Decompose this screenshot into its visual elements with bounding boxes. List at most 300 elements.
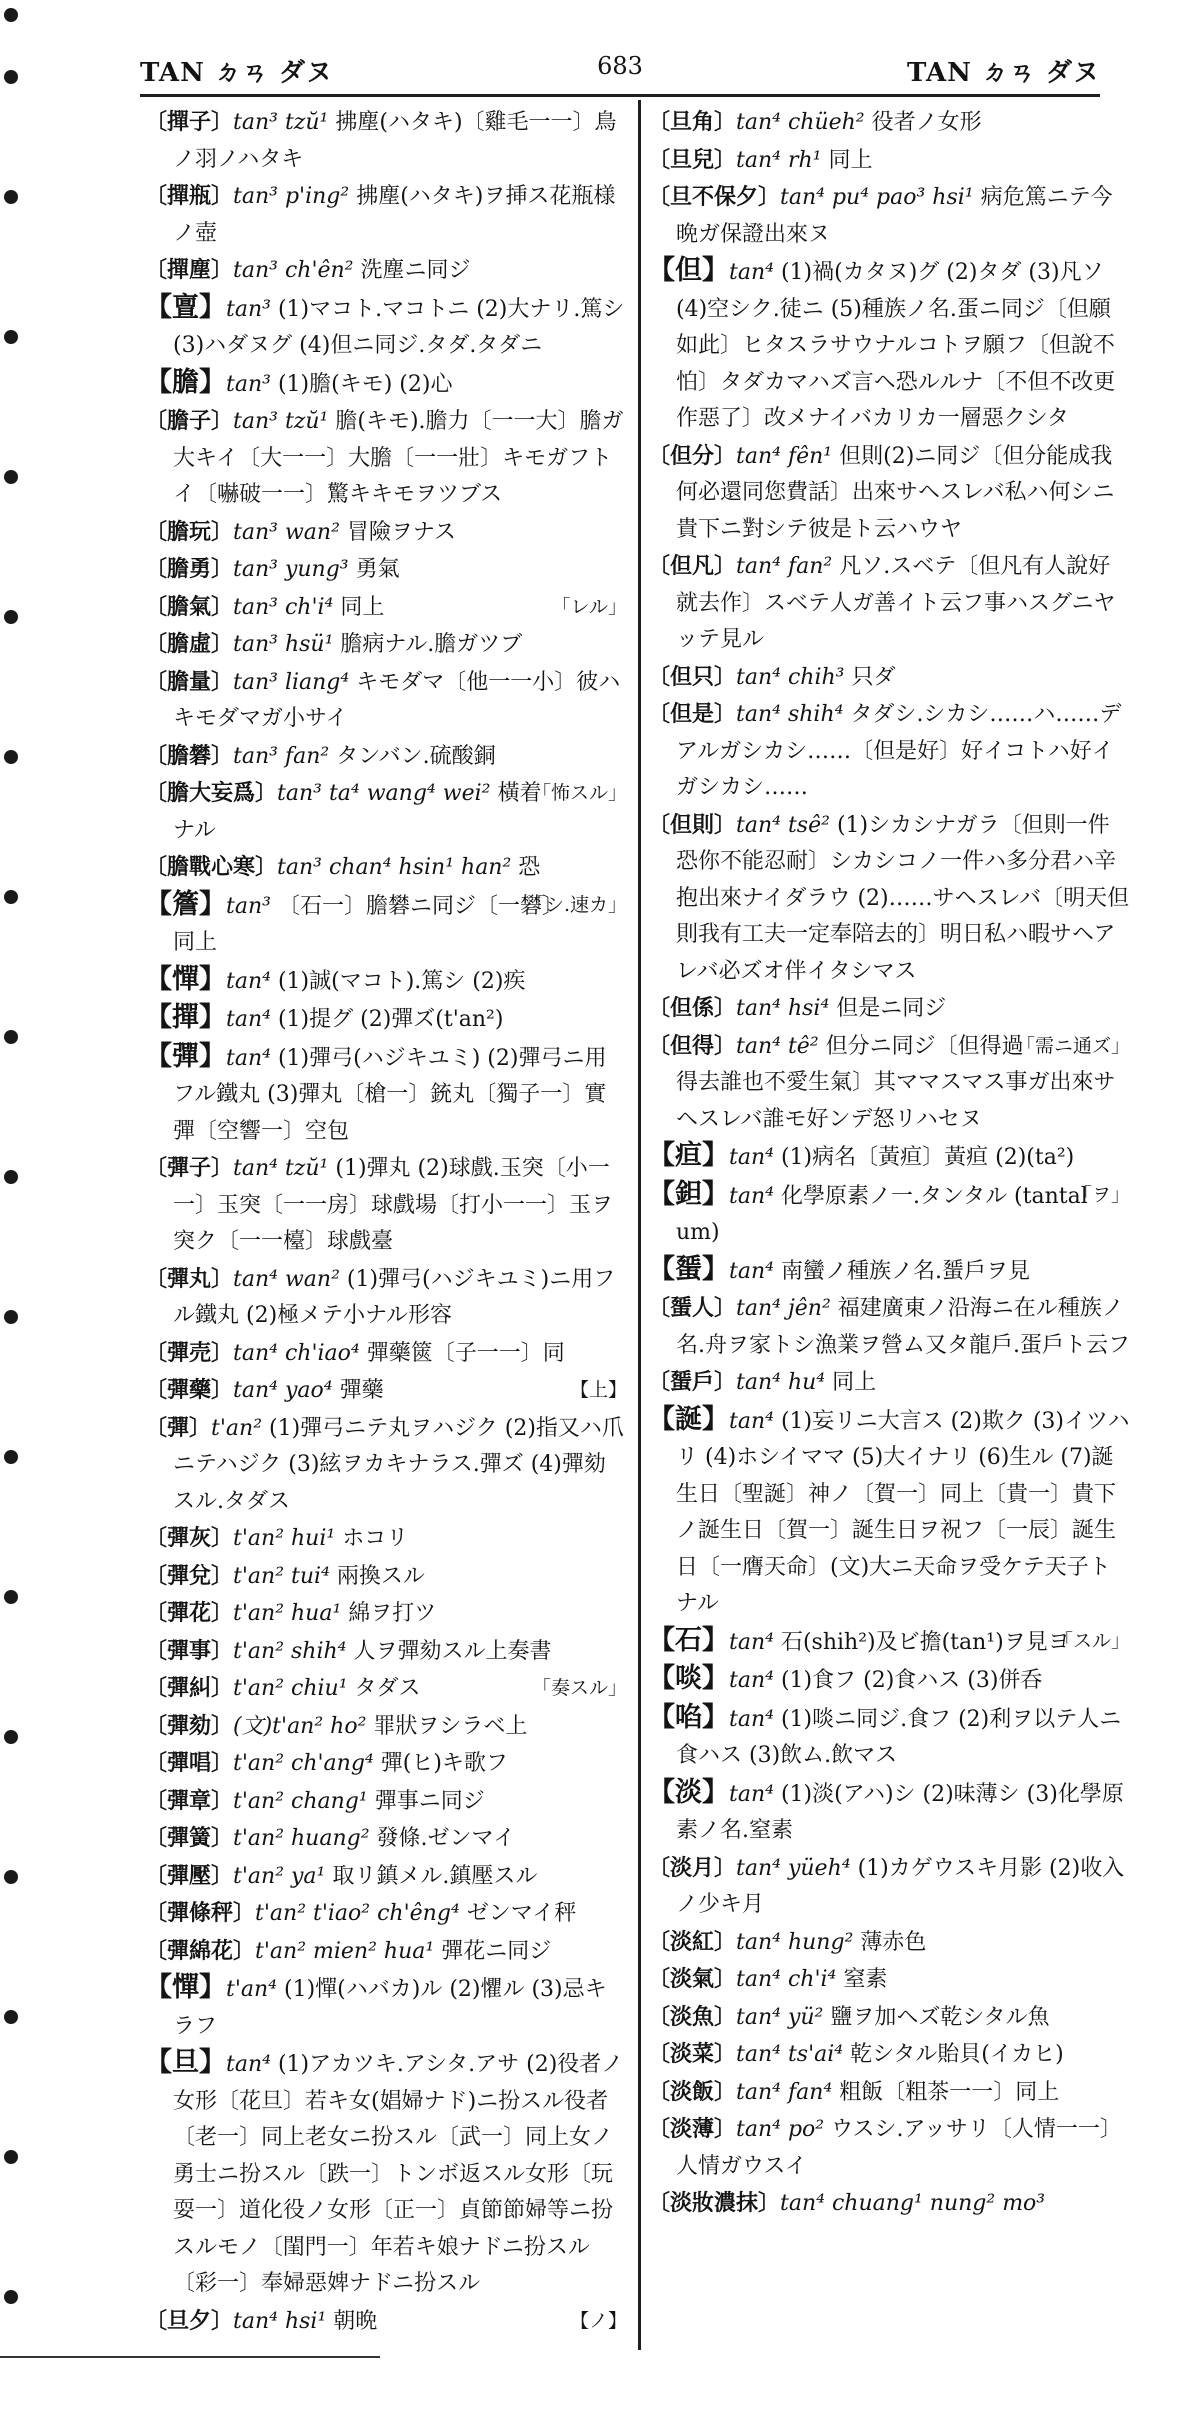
entry-reading: tan⁴ ch'i⁴ [736, 1967, 837, 1992]
dictionary-entry [145, 589, 627, 627]
dictionary-entry [648, 2074, 1130, 2112]
punch-hole [4, 190, 18, 204]
entry-headword: 〔彈劾〕 [145, 1712, 234, 1739]
dictionary-entry [145, 1558, 627, 1596]
entry-headword: 【撣】 [145, 1002, 226, 1033]
entry-headword: 〔膽虛〕 [145, 631, 234, 657]
entry-definition: 粗飯〔粗茶一一〕同上 [839, 2079, 1060, 2105]
entry-reading: tan⁴ hung² [736, 1929, 854, 1955]
entry-reading: t'an² hui¹ [233, 1526, 336, 1551]
entry-reading: tan⁴ yao⁴ [233, 1378, 333, 1403]
dictionary-entry [648, 2036, 1130, 2074]
entry-definition: 但分ニ同ジ〔但得過得去誰也不愛生氣〕其ママスマス事ガ出來サヘスレバ誰モ好ンデ怒リハセヌ [676, 1033, 1116, 1132]
entry-definition: ホコリ [342, 1526, 409, 1551]
punch-hole [4, 1170, 18, 1184]
entry-reading: tan⁴ chüeh² [736, 110, 865, 135]
entry-reading: tan³ [226, 893, 271, 919]
dictionary-entry [648, 1138, 1130, 1177]
dictionary-entry [648, 253, 1130, 438]
entry-reading: tan³ ch'ên² [233, 258, 354, 283]
entry-headword: 〔彈條秤〕 [145, 1900, 256, 1926]
entry-headword: 〔但是〕 [648, 701, 737, 727]
entry-reading: tan⁴ tzŭ¹ [233, 1156, 329, 1181]
entry-reading: tan⁴ po² [736, 2117, 825, 2142]
entry-definition: キモダマ〔他一一小〕彼ハキモダマガ小サイ [173, 669, 621, 731]
dictionary-entry [648, 1961, 1130, 1999]
entry-definition: (1)彈弓(ハジキユミ)ニ用フル鐵丸 (2)極メテ小ナル形容 [173, 1266, 616, 1328]
entry-headword: 〔膽勇〕 [145, 556, 234, 582]
entry-headword: 〔彈兌〕 [145, 1562, 234, 1589]
entry-definition: 化學原素ノ一.タンタル (tantalum) [676, 1183, 1088, 1245]
entry-reading: tan⁴ [226, 2052, 271, 2077]
entry-reading: tan³ tzŭ¹ [233, 110, 329, 135]
entry-reading: tan⁴ [729, 1668, 774, 1693]
entry-reading: t'an² ch'ang⁴ [233, 1751, 374, 1776]
entry-reading: tan³ liang⁴ [233, 669, 350, 695]
entry-headword: 〔膽氣〕 [145, 593, 234, 620]
right-column [648, 104, 1130, 2223]
entry-reading: t'an⁴ [226, 1977, 277, 2002]
punch-hole [4, 610, 18, 624]
dictionary-entry [145, 1039, 627, 1151]
dictionary-entry [648, 548, 1130, 659]
entry-headword: 【淡】 [648, 1776, 729, 1808]
punch-hole [4, 890, 18, 904]
dictionary-entry [648, 1623, 1130, 1662]
entry-headword: 〔旦兒〕 [648, 146, 737, 173]
entry-headword: 【亶】 [145, 291, 226, 323]
dictionary-entry [648, 1290, 1130, 1364]
dictionary-entry [648, 142, 1130, 180]
dictionary-entry [145, 1000, 627, 1039]
entry-definition: 朝晩 [333, 2308, 378, 2334]
entry-reading: tan⁴ jên² [736, 1296, 831, 1321]
dictionary-entry [145, 252, 627, 290]
entry-continuation-note: 「スル」 [1053, 1629, 1130, 1652]
entry-definition: 乾シタル貽貝(イカヒ) [850, 2042, 1064, 2067]
entry-definition: 薄赤色 [860, 1929, 927, 1955]
dictionary-entry [145, 887, 627, 962]
dictionary-entry [145, 551, 627, 589]
entry-reading: (文)t'an² ho² [233, 1713, 367, 1739]
dictionary-entry [145, 849, 627, 887]
entry-headword: 〔彈簧〕 [145, 1825, 234, 1851]
entry-headword: 〔蜑人〕 [648, 1295, 737, 1321]
entry-reading: tan⁴ wan² [233, 1266, 340, 1292]
dictionary-entry [145, 1261, 627, 1335]
entry-reading: tan⁴ [729, 1145, 774, 1170]
entry-definition: (1)彈丸 (2)球戲.玉突〔小一一〕玉突〔一一房〕球戲場〔打小一一〕玉ヲ突ク〔一一檯〕球戲臺 [173, 1156, 614, 1254]
entry-headword: 〔淡氣〕 [648, 1966, 737, 1992]
entry-reading: t'an² tui⁴ [233, 1563, 330, 1589]
entry-reading: tan⁴ [729, 1781, 774, 1807]
entry-definition: (1)啖ニ同ジ.食フ (2)利ヲ以テ人ニ食ハス (3)飲ム.飲マス [676, 1706, 1122, 1768]
entry-headword: 【旦】 [145, 2047, 226, 2078]
entry-definition: 彈花ニ同ジ [441, 1938, 552, 1964]
entry-headword: 〔淡菜〕 [648, 2041, 737, 2067]
entry-headword: 〔彈章〕 [145, 1787, 234, 1814]
punch-hole [4, 1730, 18, 1744]
entry-reading: tan⁴ [729, 260, 774, 285]
entry-reading: t'an² huang² [233, 1826, 370, 1851]
entry-headword: 〔旦角〕 [648, 109, 737, 135]
entry-definition: 洗塵ニ同ジ [360, 258, 471, 283]
dictionary-entry [145, 775, 627, 849]
entry-reading: tan⁴ pu⁴ pao³ hsi¹ [780, 185, 974, 210]
entry-headword: 【鉭】 [648, 1178, 729, 1210]
dictionary-entry [145, 1820, 627, 1858]
entry-definition: (1)シカシナガラ〔但則一件恐你不能忍耐〕シカシコノ一件ハ多分君ハ辛抱出來ナイダラウ (2)……サヘスレバ〔明天但則我有工夫一定奉陪去的〕明日私ハ暇サヘアレバ必ズオ伴イタシマス [676, 812, 1130, 984]
entry-definition: (1)マコト.マコトニ (2)大ナリ.篤シ (3)ハダヌグ (4)但ニ同ジ.タダ.タダニ [173, 296, 625, 358]
punch-hole [4, 1310, 18, 1324]
entry-definition: ゼンマイ秤 [466, 1901, 577, 1926]
entry-reading: tan⁴ hu⁴ [736, 1370, 826, 1395]
entry-reading: tan⁴ [226, 1007, 271, 1032]
entry-definition: (1)淡(アハ)シ (2)味薄シ (3)化學原素ノ名.窒素 [676, 1781, 1124, 1843]
entry-definition: (1)彈弓(ハジキユミ) (2)彈弓ニ用フル鐵丸 (3)彈丸〔槍一〕銃丸〔獨子一〕實彈〔空響一〕空包 [173, 1045, 607, 1144]
entry-headword: 〔撣子〕 [145, 109, 234, 135]
entry-headword: 【蜑】 [648, 1253, 729, 1285]
entry-headword: 〔旦不保夕〕 [648, 184, 781, 210]
footer-rule [0, 2356, 380, 2364]
dictionary-entry [648, 1252, 1130, 1291]
dictionary-entry [145, 178, 627, 252]
entry-headword: 【簷】 [145, 888, 226, 920]
entry-headword: 【啗】 [648, 1701, 729, 1733]
entry-headword: 〔淡飯〕 [648, 2078, 737, 2105]
entry-definition: 膽病ナル.膽ガツブ [340, 632, 523, 657]
dictionary-entry [145, 1708, 627, 1746]
entry-definition: 彈藥 [339, 1378, 384, 1403]
dictionary-entry [648, 1364, 1130, 1402]
dictionary-entry [145, 1858, 627, 1896]
entry-definition: 但是ニ同ジ [836, 996, 947, 1021]
entry-definition: 彈(ヒ)キ歌フ [380, 1751, 508, 1776]
entry-reading: tan⁴ tsê² [736, 812, 830, 838]
punch-hole [4, 8, 18, 22]
entry-definition: 綿ヲ打ツ [348, 1601, 437, 1626]
entry-definition: ウスシ.アッサリ〔人情一一〕人情ガウスイ [676, 2117, 1122, 2179]
entry-headword: 〔膽大妄爲〕 [145, 780, 278, 806]
entry-reading: t'an² t'iao² ch'êng⁴ [255, 1901, 460, 1926]
entry-reading: tan⁴ [729, 1629, 774, 1655]
entry-reading: tan³ yung³ [233, 557, 349, 582]
dictionary-entry [648, 2111, 1130, 2185]
punch-hole [4, 1590, 18, 1604]
entry-headword: 【啖】 [648, 1663, 729, 1694]
entry-reading: tan³ [226, 371, 271, 397]
entry-headword: 〔彈灰〕 [145, 1525, 234, 1551]
dictionary-entry [648, 659, 1130, 697]
entry-definition: 南蠻ノ種族ノ名.蜑戶ヲ見 [780, 1258, 1030, 1284]
punch-hole [4, 1030, 18, 1044]
punch-hole [4, 2290, 18, 2304]
entry-continuation-note: 「レル」 [551, 595, 627, 618]
entry-headword: 〔蜑戶〕 [648, 1369, 737, 1395]
entry-reading: tan⁴ fan⁴ [736, 2079, 833, 2105]
punch-hole [4, 70, 18, 84]
column-divider [638, 100, 641, 2350]
dictionary-entry [145, 2303, 627, 2341]
entry-reading: tan³ fan² [233, 743, 330, 769]
left-column [145, 104, 627, 2340]
entry-headword: 〔淡妝濃抹〕 [648, 2190, 781, 2216]
entry-continuation-note: 「ヲ」 [1072, 1183, 1130, 1206]
entry-definition: 凡ソ.スベテ〔但凡有人說好就去作〕スベテ人ガ善イト云フ事ハスグニヤッテ見ル [676, 554, 1116, 652]
entry-reading: tan⁴ [226, 1045, 271, 1071]
entry-headword: 〔膽子〕 [145, 408, 234, 434]
entry-headword: 【彈】 [145, 1040, 226, 1072]
dictionary-entry [145, 1520, 627, 1558]
dictionary-entry [145, 1745, 627, 1783]
dictionary-entry [145, 2045, 627, 2303]
entry-headword: 〔彈糾〕 [145, 1675, 234, 1701]
entry-definition: 膽(キモ).膽力〔一一大〕膽ガ大キイ〔大一一〕大膽〔一一壯〕キモガフトイ〔嚇破一一〕驚キキモヲツブス [173, 409, 624, 507]
entry-headword: 〔彈事〕 [145, 1637, 234, 1664]
entry-reading: tan⁴ chuang¹ nung² mo³ [780, 2191, 1046, 2216]
entry-headword: 【誕】 [648, 1403, 729, 1435]
entry-headword: 〔膽玩〕 [145, 518, 234, 545]
entry-definition: 但則(2)ニ同ジ〔但分能成我何必還同您費話〕出來サヘスレバ私ハ何シニ貴下ニ對シテ彼是ト云ハウヤ [676, 443, 1115, 542]
entry-definition: 罪狀ヲシラベ上 [373, 1713, 528, 1739]
entry-reading: tan³ [226, 296, 271, 322]
entry-headword: 〔彈子〕 [145, 1155, 234, 1181]
entry-headword: 〔彈壓〕 [145, 1862, 234, 1889]
entry-headword: 【憚】 [145, 1972, 226, 2003]
entry-definition: (1)妄リニ大言ス (2)欺ク (3)イツハリ (4)ホシイママ (5)大イナリ (6)生ル (7)誕生日〔聖誕〕神ノ〔賀一〕同上〔貴一〕貴下ノ誕生日〔賀一〕誕生日ヲ祝フ〔一辰〕誕生日〔一膺天命〕(文)大ニ天命ヲ受ケテ天子トナル [676, 1408, 1130, 1616]
page-number: 683 [597, 52, 643, 80]
entry-headword: 〔但係〕 [648, 995, 737, 1021]
dictionary-entry [145, 1970, 627, 2045]
entry-definition: タダス [354, 1676, 421, 1701]
dictionary-entry [648, 990, 1130, 1028]
dictionary-entry [145, 104, 627, 178]
entry-headword: 【憚】 [145, 963, 226, 995]
dictionary-entry [648, 179, 1130, 253]
entry-definition: 冒險ヲナス [346, 519, 457, 545]
entry-reading: tan⁴ [729, 1408, 774, 1434]
entry-continuation-note: 【ノ】 [569, 2309, 627, 2332]
dictionary-entry [145, 1372, 627, 1410]
entry-definition: 同上 [832, 1370, 877, 1395]
dictionary-entry [145, 514, 627, 552]
dictionary-entry [145, 1633, 627, 1671]
entry-definition: 拂塵(ハタキ)ヲ挿ス花瓶様ノ壺 [173, 184, 616, 246]
entry-reading: t'an² chiu¹ [233, 1676, 348, 1701]
dictionary-entry [648, 2185, 1130, 2223]
entry-definition: (1)病名〔黃疸〕黃疸 (2)(ta²) [780, 1145, 1075, 1170]
entry-reading: tan⁴ [729, 1258, 774, 1284]
dictionary-entry [145, 1150, 627, 1261]
dictionary-entry [145, 403, 627, 514]
entry-definition: タダシ.シカシ……ハ……デアルガシカシ……〔但是好〕好イコトハ好イガシカシ…… [676, 702, 1122, 800]
entry-definition: 〔石一〕膽礬ニ同ジ〔一礬〕同上 [173, 893, 553, 955]
punch-hole [4, 2010, 18, 2024]
entry-headword: 〔淡月〕 [648, 1854, 737, 1881]
entry-reading: tan⁴ tê² [736, 1033, 819, 1059]
entry-headword: 〔但得〕 [648, 1032, 737, 1059]
entry-headword: 〔彈花〕 [145, 1600, 234, 1626]
entry-headword: 〔彈藥〕 [145, 1377, 234, 1403]
entry-headword: 〔撣瓶〕 [145, 183, 234, 209]
entry-definition: (1)アカツキ.アシタ.アサ (2)役者ノ女形〔花旦〕若キ女(娼婦ナド)ニ扮スル役者〔老一〕同上老女ニ扮スル〔武一〕同上女ノ勇士ニ扮スル〔跌一〕トンボ返スル女形〔玩耍一〕道化役ノ女形〔正一〕貞節節婦等ニ扮スルモノ〔閨門一〕年若キ娘ナドニ扮スル〔彩一〕奉婦惡婢ナドニ扮スル [173, 2052, 624, 2296]
entry-definition: 只ダ [851, 664, 896, 690]
entry-definition: (1)膽(キモ) (2)心 [277, 371, 453, 397]
entry-definition: 同上 [828, 147, 873, 173]
dictionary-entry [648, 1177, 1130, 1252]
entry-continuation-note: 「奏スル」 [531, 1677, 627, 1699]
entry-definition: 同上 [340, 594, 385, 620]
header-right-guide: TAN ㄉㄢ ダヌ [907, 58, 1100, 88]
entry-reading: t'an² [211, 1415, 263, 1441]
entry-definition: タンバン.硫酸銅 [336, 743, 496, 769]
entry-definition: (1)憚(ハバカ)ル (2)懼ル (3)忌キラフ [173, 1977, 607, 2039]
entry-definition: 取リ鎮メル.鎮壓スル [332, 1863, 538, 1889]
punch-hole [4, 750, 18, 764]
entry-definition: (1)彈弓ニテ丸ヲハジク (2)指又ハ爪ニテハジク (3)絃ヲカキナラス.彈ズ (4)彈劾スル.タダス [173, 1415, 624, 1514]
entry-reading: tan⁴ hsi¹ [233, 2308, 327, 2334]
entry-reading: tan³ tzŭ¹ [233, 409, 329, 434]
entry-reading: tan⁴ chih³ [736, 664, 845, 690]
dictionary-entry [648, 1924, 1130, 1962]
entry-reading: tan³ hsü¹ [233, 632, 334, 657]
entry-definition: 兩換スル [336, 1563, 425, 1589]
entry-continuation-note: 【上】 [569, 1379, 627, 1401]
header-left-guide: TAN ㄉㄢ ダヌ [140, 58, 333, 88]
entry-headword: 〔但分〕 [648, 442, 737, 469]
dictionary-entry [145, 290, 627, 365]
dictionary-entry [648, 438, 1130, 549]
entry-headword: 〔但只〕 [648, 663, 737, 690]
entry-reading: tan⁴ yüeh⁴ [736, 1855, 851, 1881]
dictionary-entry [648, 1661, 1130, 1700]
entry-reading: tan³ wan² [233, 519, 340, 545]
entry-continuation-note: 「シ.速カ」 [525, 893, 627, 916]
dictionary-entry [145, 1783, 627, 1821]
entry-reading: tan³ p'ing² [233, 184, 350, 209]
dictionary-entry [648, 1775, 1130, 1850]
entry-headword: 〔膽量〕 [145, 668, 234, 695]
entry-definition: 人ヲ彈劾スル上奏書 [353, 1638, 552, 1664]
entry-reading: t'an² ya¹ [233, 1863, 326, 1889]
entry-definition: 鹽ヲ加ヘズ乾シタル魚 [830, 2004, 1050, 2030]
entry-definition: (1)誠(マコト).篤シ (2)疾 [277, 968, 526, 994]
dictionary-entry [648, 807, 1130, 991]
entry-definition: (1)カゲウスキ月影 (2)收入ノ少キ月 [676, 1855, 1125, 1917]
entry-headword: 【疸】 [648, 1140, 729, 1171]
entry-definition: 橫着ナル [173, 781, 542, 843]
entry-definition: 勇氣 [355, 557, 400, 582]
entry-reading: tan³ ta⁴ wang⁴ wei² [277, 781, 491, 806]
entry-definition: 恐 [518, 855, 541, 880]
entry-headword: 〔淡紅〕 [648, 1928, 737, 1955]
entry-definition: 病危篤ニテ今晩ガ保證出來ヌ [676, 185, 1113, 247]
entry-headword: 〔但則〕 [648, 811, 737, 838]
dictionary-entry [145, 1933, 627, 1971]
entry-continuation-note: 「需ニ通ズ」 [1015, 1034, 1130, 1057]
dictionary-entry [648, 1999, 1130, 2037]
dictionary-entry [145, 738, 627, 776]
entry-headword: 〔彈〕 [145, 1414, 212, 1441]
entry-reading: tan⁴ rh¹ [736, 147, 822, 173]
entry-headword: 〔淡薄〕 [648, 2116, 737, 2142]
entry-headword: 【石】 [648, 1624, 729, 1656]
dictionary-entry [145, 365, 627, 404]
entry-reading: t'an² mien² hua¹ [255, 1938, 435, 1964]
entry-headword: 〔淡魚〕 [648, 2003, 737, 2030]
entry-reading: t'an² hua¹ [233, 1601, 342, 1626]
entry-reading: tan⁴ ts'ai⁴ [736, 2042, 844, 2067]
dictionary-entry [145, 664, 627, 738]
entry-definition: 役者ノ女形 [871, 110, 982, 135]
entry-reading: t'an² shih⁴ [233, 1638, 347, 1664]
entry-definition: 石(shih²)及ビ擔(tan¹)ヲ見ヨ [780, 1629, 1070, 1655]
entry-continuation-note: 「怖スル」 [531, 782, 627, 804]
entry-reading: tan³ chan⁴ hsin¹ han² [277, 855, 512, 880]
punch-hole [4, 2150, 18, 2164]
entry-headword: 〔膽礬〕 [145, 742, 234, 769]
entry-headword: 〔彈丸〕 [145, 1265, 234, 1292]
entry-headword: 〔但凡〕 [648, 553, 737, 579]
entry-definition: 彈藥篋〔子一一〕同 [366, 1340, 565, 1366]
entry-headword: 〔旦夕〕 [145, 2307, 234, 2334]
entry-reading: tan⁴ yü² [736, 2004, 824, 2030]
entry-definition: (1)禍(カタヌ)グ (2)タダ (3)凡ソ (4)空シク.徒ニ (5)種族ノ名.蛋ニ同ジ〔但願如此〕ヒタスラサウナルコトヲ願フ〔但說不怕〕タダカマハズ言ヘ恐ルルナ〔不但不改更作惡了〕改メナイバカリカ一層惡クシタ [676, 260, 1116, 431]
dictionary-entry [648, 104, 1130, 142]
dictionary-entry [648, 1402, 1130, 1623]
entry-definition: 窒素 [843, 1967, 888, 1992]
entry-reading: tan⁴ shih⁴ [736, 702, 844, 727]
entry-reading: t'an² chang¹ [233, 1788, 368, 1814]
punch-hole [4, 1450, 18, 1464]
entry-headword: 〔膽戰心寒〕 [145, 854, 278, 880]
dictionary-entry [648, 1700, 1130, 1775]
entry-reading: tan⁴ [226, 968, 271, 994]
dictionary-entry [145, 962, 627, 1001]
punch-hole [4, 330, 18, 344]
entry-definition: 彈事ニ同ジ [374, 1788, 485, 1814]
entry-headword: 〔彈唱〕 [145, 1750, 234, 1776]
dictionary-entry [145, 1335, 627, 1373]
entry-definition: 福建廣東ノ沿海ニ在ル種族ノ名.舟ヲ家トシ漁業ヲ營ム又タ龍戶.蛋戶ト云フ [676, 1296, 1130, 1358]
entry-reading: tan⁴ [729, 1706, 774, 1732]
dictionary-entry [648, 1850, 1130, 1924]
punch-hole [4, 470, 18, 484]
entry-definition: (1)提グ (2)彈ズ(t'an²) [277, 1007, 504, 1032]
dictionary-entry [145, 626, 627, 664]
dictionary-entry [145, 1410, 627, 1521]
dictionary-entry [648, 696, 1130, 807]
entry-definition: 發條.ゼンマイ [376, 1826, 516, 1851]
header-rule [140, 94, 1100, 97]
entry-headword: 【膽】 [145, 366, 226, 398]
entry-reading: tan⁴ ch'iao⁴ [233, 1340, 360, 1366]
entry-headword: 【但】 [648, 255, 729, 286]
entry-definition: (1)食フ (2)食ハス (3)併呑 [780, 1668, 1043, 1693]
dictionary-entry [145, 1895, 627, 1933]
entry-reading: tan³ ch'i⁴ [233, 594, 334, 620]
dictionary-entry [145, 1595, 627, 1633]
page-header [140, 52, 1100, 92]
entry-definition: 拂塵(ハタキ)〔雞毛一一〕鳥ノ羽ノハタキ [173, 110, 617, 172]
entry-headword: 〔彈綿花〕 [145, 1937, 256, 1964]
entry-headword: 〔彈売〕 [145, 1339, 234, 1366]
punch-hole [4, 1870, 18, 1884]
binding-holes [0, 0, 26, 2409]
dictionary-entry [145, 1670, 627, 1708]
dictionary-entry [648, 1028, 1130, 1139]
entry-reading: tan⁴ fên¹ [736, 443, 833, 469]
